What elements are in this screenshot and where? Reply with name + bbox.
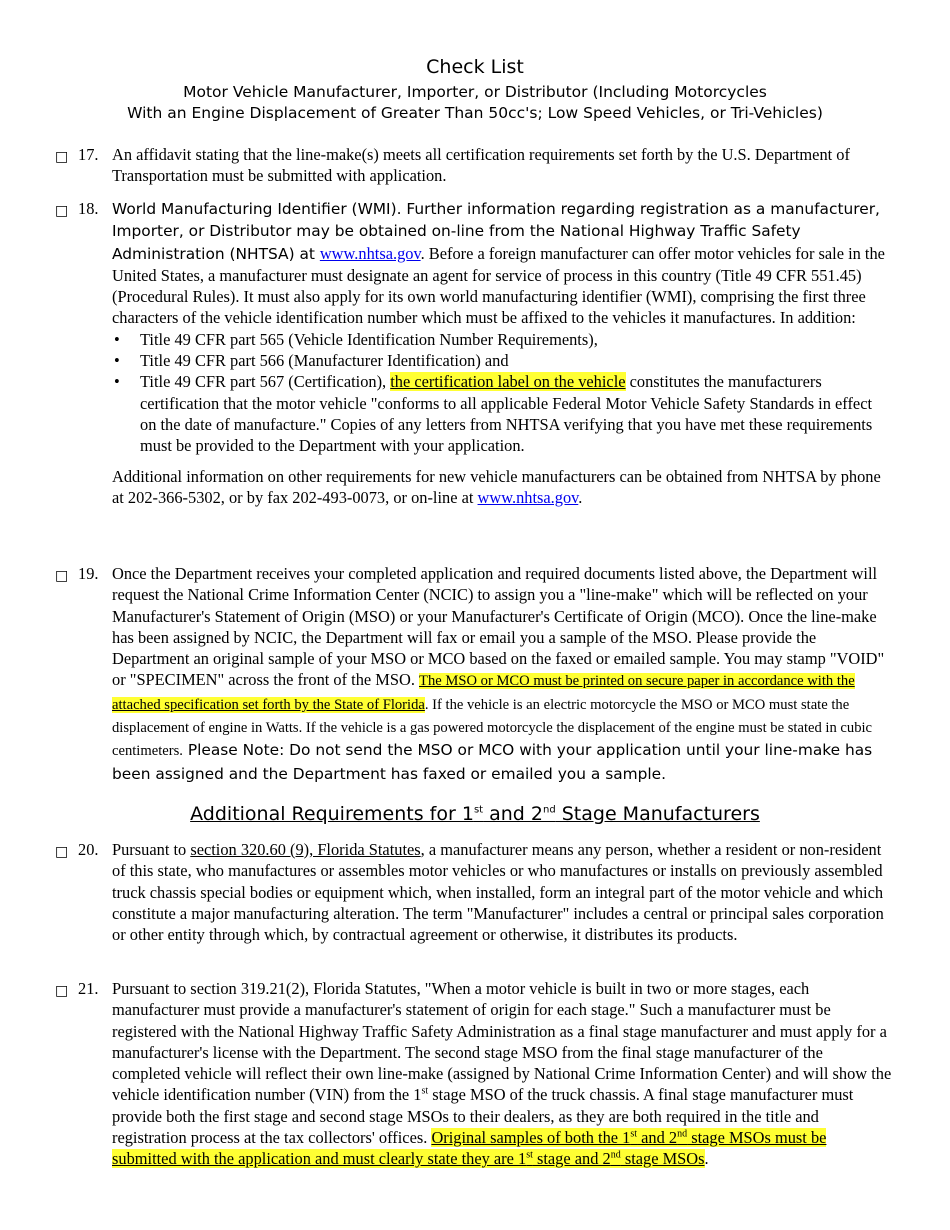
item-body: , a manufacturer means any person, whether a resident or non-resident of this state, who manufactures or assembles motor vehicles or who manufactures or installs on previously assembled truck chassis special bodies or equipment which, when installed, form an integral part of the motor vehicle and which constitute a major manufacturing alteration. The term "Manufacturer" includes a central or principal sales corporation or other entity through which, by contractual agreement or otherwise, it distributes its products.	[112, 840, 884, 945]
section-heading	[0, 803, 950, 825]
list-item	[112, 350, 892, 371]
item-number: 20.	[78, 840, 99, 859]
list-item-text: Title 49 CFR part 566 (Manufacturer Identification) and	[140, 351, 509, 371]
wmi-body: . Before a foreign manufacturer can offer motor vehicles for sale in the United States, a manufacturer must designate an agent for service of process in this country (Title 49 CFR 551.45) (Procedural Rules). It must also apply for its own world manufacturing identifier (WMI), comprising the first three characters of the vehicle identification number which must be affixed to the vehicles it manufactures. In addition:	[112, 243, 885, 328]
checkbox[interactable]: □	[55, 149, 69, 165]
checkbox[interactable]: □	[55, 568, 69, 584]
list-item	[112, 371, 892, 456]
highlighted-text: The MSO or MCO must be printed on secure paper in accordance with the attached specification set forth by the State of Florida	[112, 673, 855, 713]
item-number: 18.	[78, 199, 99, 218]
please-note: Please Note: Do not send the MSO or MCO with your application until your line-make has been assigned and the Department has faxed or emailed you a sample.	[112, 741, 873, 783]
item-text	[112, 198, 892, 508]
item-text	[112, 978, 892, 1170]
cfr-list	[112, 329, 892, 457]
checkbox[interactable]: □	[55, 983, 69, 999]
bullet: •	[114, 329, 120, 349]
page-subtitle	[0, 82, 950, 124]
highlighted-part: stage MSOs	[620, 1149, 705, 1169]
superscript: nd	[610, 1149, 621, 1161]
item-small-text: . If the vehicle is an electric motorcycle the MSO or MCO must state the displacement of engine in Watts. If the vehicle is a gas powered motorcycle the displacement of the engine must be stated in cubic centimeters.	[112, 696, 873, 760]
superscript: st	[526, 1149, 533, 1161]
superscript: st	[630, 1128, 638, 1140]
bullet: •	[114, 351, 120, 371]
item-body: stage MSO of the truck chassis. A final stage manufacturer must provide both the first stage and second stage MSOs to their dealers, as they are both required in the title and registration process at the tax collectors' offices.	[112, 1085, 854, 1148]
item-text: An affidavit stating that the line-make(s) meets all certification requirements set forth by the U.S. Department of Transportation must be submitted with application.	[112, 145, 850, 186]
nhtsa-link[interactable]: www.nhtsa.gov	[319, 243, 421, 263]
item-number: 21.	[78, 979, 99, 998]
item-body: Pursuant to	[112, 840, 191, 859]
subtitle-line-1: Motor Vehicle Manufacturer, Importer, or Distributor (Including Motorcycles	[183, 83, 767, 101]
highlighted-part: Original samples of both the 1	[431, 1128, 631, 1148]
item-body: Once the Department receives your completed application and required documents listed above, the Department will request the National Crime Information Center (NCIC) to assign you a "line-make" which will be reflected on your Manufacturer's Statement of Origin (MSO) or your Manufacturer's Certificate of Origin (MCO). Once the line-make has been assigned by NCIC, the Department will fax or email you a sample of the MSO. Please provide the Department an original sample of your MSO or MCO based on the faxed or emailed sample. You may stamp "VOID" or "SPECIMEN" across the front of the MSO.	[112, 564, 885, 690]
highlighted-part: stage MSOs must be submitted with the application and must clearly state they are 1	[112, 1128, 827, 1169]
superscript: st	[473, 804, 484, 816]
additional-info	[112, 466, 892, 509]
page-title: Check List	[426, 56, 524, 78]
wmi-lead: World Manufacturing Identifier (WMI). Further information regarding registration as a manufacturer, Importer, or Distributor may be obtained on-line from the National Highway Traffic Safety Administration (NHTSA) at	[112, 200, 880, 263]
item-body: Pursuant to section 319.21(2), Florida Statutes, "When a motor vehicle is built in two or more stages, each manufacturer must provide a manufacturer's statement of origin for each stage." Such a manufacturer must be registered with the National Highway Traffic Safety Administration as a final stage manufacturer and must apply for a manufacturer's license with the Department. The second stage MSO from the final stage manufacturer of the completed vehicle will reflect their own line-make (assigned by National Crime Information Center) and will show the vehicle identification number (VIN) from the 1	[112, 979, 892, 1105]
superscript: nd	[543, 804, 556, 816]
list-item-text: constitutes the manufacturers certification that the motor vehicle "conforms to all applicable Federal Motor Vehicle Safety Standards in effect on the date of manufacture." Copies of any letters from NHTSA verifying that you have met these requirements must be provided to the Department with your application.	[140, 372, 873, 456]
list-item	[112, 329, 892, 350]
item-number: 19.	[78, 564, 99, 583]
bullet: •	[114, 372, 120, 392]
list-item-text: Title 49 CFR part 567 (Certification),	[140, 372, 391, 392]
checkbox[interactable]: □	[55, 203, 69, 219]
item-text	[112, 563, 892, 785]
list-item-text: Title 49 CFR part 565 (Vehicle Identification Number Requirements),	[140, 329, 598, 349]
additional-info-text: Additional information on other requirements for new vehicle manufacturers can be obtained from NHTSA by phone at 202-366-5302, or by fax 202-493-0073, or on-line at	[112, 466, 881, 507]
statute-reference: section 320.60 (9), Florida Statutes	[190, 840, 421, 859]
superscript: st	[421, 1086, 429, 1098]
highlighted-part: stage and 2	[532, 1149, 611, 1169]
checkbox[interactable]: □	[55, 844, 69, 860]
item-end: .	[704, 1149, 709, 1169]
highlighted-part: and 2	[637, 1128, 678, 1148]
item-number: 17.	[78, 145, 99, 164]
superscript: nd	[677, 1128, 688, 1140]
highlighted-text: the certification label on the vehicle	[390, 372, 626, 392]
nhtsa-link[interactable]: www.nhtsa.gov	[477, 487, 579, 507]
additional-info-end: .	[578, 487, 583, 507]
item-text	[112, 839, 892, 945]
section-heading-text: Stage Manufacturers	[555, 803, 760, 825]
section-heading-text: Additional Requirements for 1	[190, 803, 474, 825]
subtitle-line-2: With an Engine Displacement of Greater Than 50cc's; Low Speed Vehicles, or Tri-Vehicles)	[127, 104, 823, 122]
section-heading-text: and 2	[483, 803, 543, 825]
